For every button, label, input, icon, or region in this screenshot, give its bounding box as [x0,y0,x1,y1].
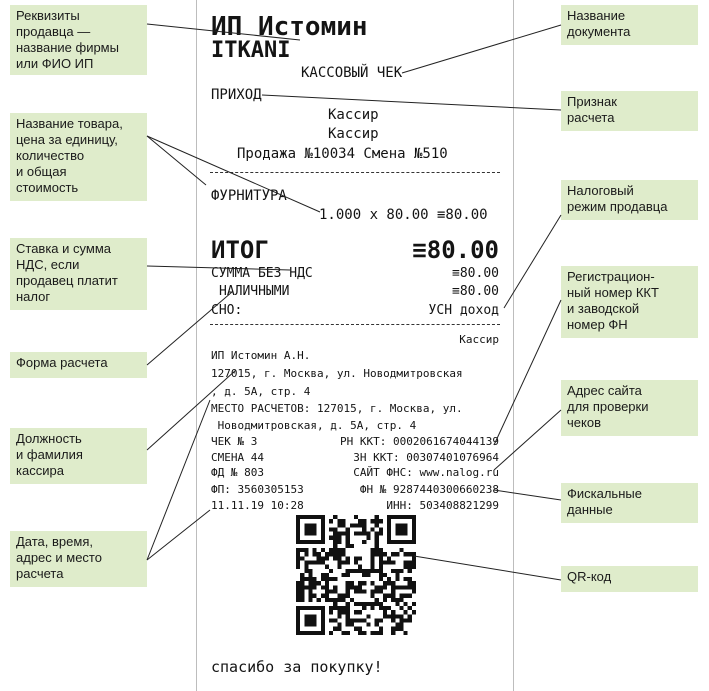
cashier-line-1: Кассир [328,107,379,123]
fiscal-storage-number: ФН № 9287440300660238 [359,483,499,496]
item-calc: 1.000 x 80.00 ≡80.00 [319,207,488,223]
document-title: КАССОВЫЙ ЧЕК [301,65,403,81]
callout-product-info: Название товара, цена за единицу, количество и общая стоимость [10,113,147,201]
callout-qr-code: QR-код [561,566,698,592]
seller-name: ИП Истомин [211,12,368,42]
fns-site: САЙТ ФНС: www.nalog.ru [353,466,499,479]
seller-full-name: ИП Истомин А.Н. [211,349,311,362]
divider-middle [210,324,500,325]
fiscal-document-number: ФД № 803 [211,466,264,479]
cash-receipt [196,0,514,691]
callout-payment-form: Форма расчета [10,352,147,378]
divider-top [210,172,500,173]
tax-regime-value: УСН доход [428,303,499,318]
receipt-datetime: 11.11.19 10:28 [211,499,304,512]
tax-regime-label: СНО: [211,303,243,318]
seller-address-1: 127015, г. Москва, ул. Новодмитровская [211,367,463,380]
callout-vat: Ставка и сумма НДС, если продавец платит налог [10,238,147,310]
callout-fiscal-data: Фискальные данные [561,483,698,523]
callout-datetime-place: Дата, время, адрес и место расчета [10,531,147,587]
calc-sign: ПРИХОД [211,87,262,103]
seller-address-2: , д. 5А, стр. 4 [211,385,311,398]
item-name: ФУРНИТУРА [211,188,287,204]
seller-brand: ITKANI [211,38,291,63]
callout-tax-regime: Налоговый режим продавца [561,180,698,220]
qr-code [296,515,416,635]
cashier-line-2: Кассир [328,126,379,142]
cashier-position: Кассир [459,333,499,346]
kkt-serial-number: ЗН ККТ: 00307401076964 [353,451,499,464]
callout-cashier: Должность и фамилия кассира [10,428,147,484]
kkt-registration-number: РН ККТ: 0002061674044139 [340,435,499,448]
sale-shift-line: Продажа №10034 Смена №510 [237,146,448,162]
callout-calc-sign: Признак расчета [561,91,698,131]
payment-cash-value: ≡80.00 [452,284,499,299]
callout-seller-details: Реквизиты продавца — название фирмы или ФИО ИП [10,5,147,75]
callout-check-site: Адрес сайта для проверки чеков [561,380,698,436]
fiscal-sign: ФП: 3560305153 [211,483,304,496]
payment-cash-label: НАЛИЧНЫМИ [219,284,290,299]
no-vat-label: СУММА БЕЗ НДС [211,266,313,281]
total-value: ≡80.00 [412,236,499,264]
place-of-settlement-2: Новодмитровская, д. 5А, стр. 4 [211,419,417,432]
thanks-message: спасибо за покупку! [211,658,383,676]
shift-number: СМЕНА 44 [211,451,264,464]
no-vat-value: ≡80.00 [452,266,499,281]
callout-registration-number: Регистрацион- ный номер ККТ и заводской номер ФН [561,266,698,338]
callout-document-name: Название документа [561,5,698,45]
seller-inn: ИНН: 503408821299 [386,499,499,512]
place-of-settlement-1: МЕСТО РАСЧЕТОВ: 127015, г. Москва, ул. [211,402,463,415]
check-number: ЧЕК № 3 [211,435,258,448]
total-label: ИТОГ [211,236,269,264]
